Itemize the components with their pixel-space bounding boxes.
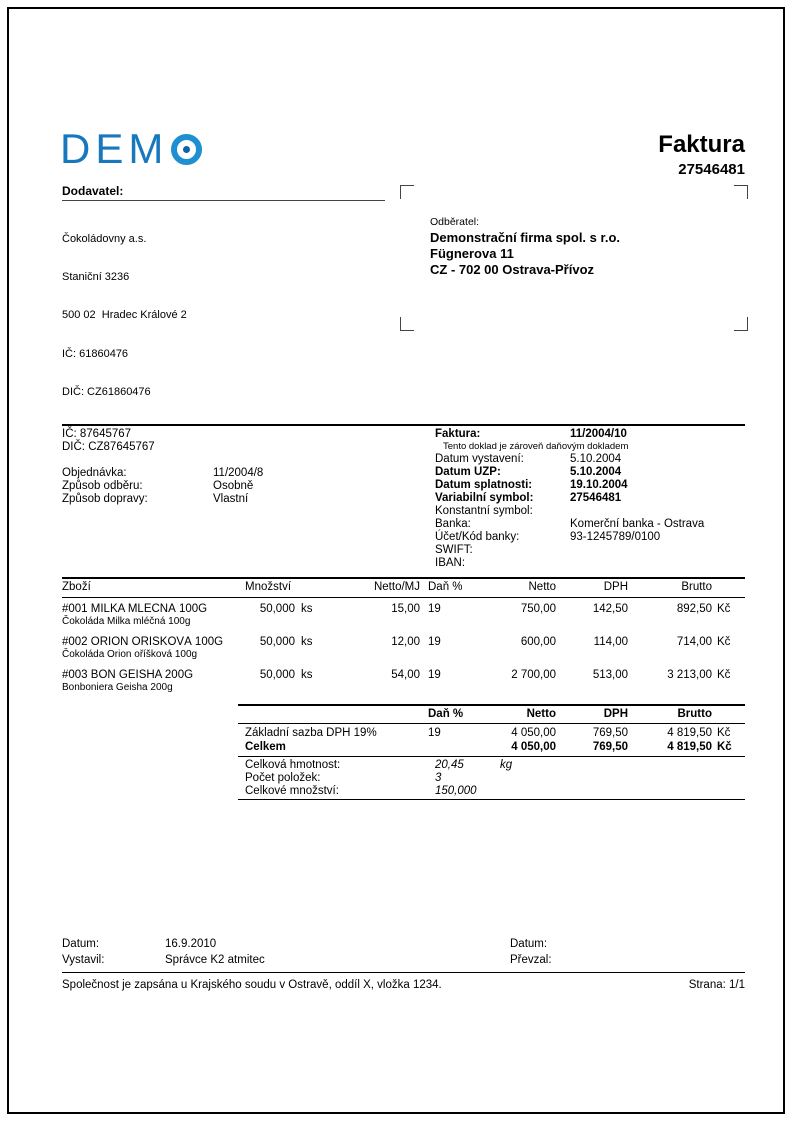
item-qty: 50,000	[259, 603, 295, 615]
company-dic: DIČ: CZ87645767	[62, 441, 155, 453]
items-table-body	[62, 603, 745, 702]
invoice-id-value: 11/2004/10	[570, 428, 627, 440]
col-header-dph: DPH	[603, 581, 628, 593]
section-divider	[62, 424, 745, 426]
supplier-address	[62, 207, 187, 412]
summary-col-dph: DPH	[603, 708, 628, 720]
supplier-name: Čokoládovny a.s.	[62, 232, 147, 245]
summary-col-brutto: Brutto	[677, 708, 712, 720]
issuer-block	[62, 937, 265, 968]
order-value: 11/2004/8	[213, 467, 264, 479]
tax-document-note: Tento doklad je zároveň daňovým dokladem	[443, 441, 629, 452]
weight-label: Celková hmotnost:	[245, 759, 341, 771]
total-quantity-value: 150,000	[435, 785, 477, 797]
col-header-netto: Netto	[528, 581, 556, 593]
address-corner-mark	[400, 317, 414, 331]
item-netto-mj: 15,00	[391, 603, 420, 615]
item-dan: 19	[428, 603, 441, 615]
items-table-header	[62, 581, 745, 593]
info-value: Komerční banka - Ostrava	[570, 518, 705, 530]
receive-date-row	[510, 937, 552, 953]
customer-name: Demonstrační firma spol. s r.o.	[430, 230, 620, 245]
total-quantity-label: Celkové množství:	[245, 785, 339, 797]
info-value: 93-1245789/0100	[570, 531, 661, 543]
order-label: Způsob dopravy:	[62, 493, 148, 505]
supplier-divider	[62, 200, 385, 201]
invoice-info	[435, 428, 704, 570]
customer-street: Fügnerova 11	[430, 246, 514, 261]
issue-date-row	[62, 937, 265, 953]
item-qty: 50,000	[259, 636, 295, 648]
vat-rate-dph: 769,50	[592, 727, 628, 739]
total-netto: 4 050,00	[511, 741, 556, 753]
item-currency: Kč	[717, 669, 731, 681]
order-row	[62, 467, 263, 480]
weight-unit: kg	[500, 759, 513, 771]
receive-date-label: Datum:	[510, 938, 548, 950]
order-label: Způsob odběru:	[62, 480, 143, 492]
item-netto: 2 700,00	[511, 669, 556, 681]
info-label: Banka:	[435, 518, 471, 530]
total-currency: Kč	[717, 741, 732, 753]
total-dph: 769,50	[592, 741, 628, 753]
issued-by-label: Vystavil:	[62, 953, 105, 966]
vat-rate-currency: Kč	[717, 727, 731, 739]
item-netto-mj: 54,00	[391, 669, 420, 681]
summary-top-line	[238, 704, 745, 706]
invoice-id-label: Faktura:	[435, 428, 481, 440]
item-dph: 513,00	[592, 669, 628, 681]
summary-col-netto: Netto	[526, 708, 556, 720]
footer-divider	[62, 972, 745, 973]
item-currency: Kč	[717, 603, 731, 615]
item-count-value: 3	[435, 772, 442, 784]
order-row	[62, 480, 263, 493]
address-corner-mark	[734, 317, 748, 331]
item-unit: ks	[301, 669, 313, 681]
item-brutto: 892,50	[676, 603, 712, 615]
item-unit: ks	[301, 636, 313, 648]
col-header-zbozi: Zboží	[62, 581, 91, 593]
invoice-info-row	[435, 492, 704, 505]
invoice-info-row	[435, 518, 704, 531]
col-header-mnozstvi: Množství	[245, 581, 292, 593]
vat-rate-row	[238, 727, 745, 739]
item-netto: 600,00	[520, 636, 556, 648]
logo-text: DEM	[60, 125, 169, 172]
invoice-info-row	[435, 544, 704, 557]
item-count-label: Počet položek:	[245, 772, 321, 784]
item-code: #002 ORION OŘÍŠKOVÁ 100G	[62, 636, 224, 648]
item-unit: ks	[301, 603, 313, 615]
order-value: Osobně	[213, 480, 254, 492]
supplier-dic: DIČ: CZ61860476	[62, 386, 151, 399]
customer-heading: Odběratel:	[430, 216, 480, 228]
invoice-info-row	[435, 466, 704, 479]
item-qty: 50,000	[259, 669, 295, 681]
item-brutto: 3 213,00	[667, 669, 712, 681]
item-dan: 19	[428, 669, 441, 681]
item-description: Čokoláda Orion oříšková 100g	[62, 649, 198, 660]
supplier-ic: IČ: 61860476	[62, 347, 129, 360]
issue-date-value: 16.9.2010	[165, 938, 217, 950]
page-indicator: Strana: 1/1	[688, 979, 745, 991]
weight-value: 20,45	[435, 759, 464, 771]
item-netto-mj: 12,00	[391, 636, 420, 648]
registration-note: Společnost je zapsána u Krajského soudu v Ostravě, oddíl X, vložka 1234.	[62, 979, 442, 991]
info-label: SWIFT:	[435, 544, 473, 556]
company-ic: IČ: 87645767	[62, 428, 132, 440]
info-label: Konstantní symbol:	[435, 505, 533, 517]
info-label: Účet/Kód banky:	[435, 531, 520, 543]
logo-dot-icon	[183, 146, 190, 153]
items-header-underline	[62, 597, 745, 598]
info-label: Datum vystavení:	[435, 453, 524, 465]
item-description: Čokoláda Milka mléčná 100g	[62, 616, 191, 627]
info-label: IBAN:	[435, 557, 466, 569]
invoice-info-row	[435, 505, 704, 518]
order-info	[62, 467, 263, 506]
info-label: Variabilní symbol:	[435, 492, 534, 504]
supplier-city: 500 02 Hradec Králové 2	[62, 309, 187, 322]
vat-rate-dan: 19	[428, 727, 441, 739]
item-row	[62, 603, 745, 627]
issued-by-value: Správce K2 atmitec	[165, 953, 265, 966]
invoice-info-row	[435, 453, 704, 466]
item-code: #001 MILKA MLÉČNÁ 100G	[62, 603, 208, 615]
item-dan: 19	[428, 636, 441, 648]
summary-col-dan: Daň %	[428, 708, 464, 720]
address-corner-mark	[400, 185, 414, 199]
logo	[60, 125, 202, 172]
invoice-id-row	[435, 428, 704, 441]
summary-header	[238, 708, 745, 720]
total-brutto: 4 819,50	[667, 741, 712, 753]
info-label: Datum splatnosti:	[435, 479, 533, 491]
info-value: 5.10.2004	[570, 466, 622, 478]
logo-circle-icon	[171, 134, 202, 165]
item-row	[62, 636, 745, 660]
issue-date-label: Datum:	[62, 938, 100, 950]
order-row	[62, 493, 263, 506]
info-value: 19.10.2004	[570, 479, 628, 491]
supplier-street: Staniční 3236	[62, 270, 130, 283]
item-dph: 142,50	[592, 603, 628, 615]
col-header-dan: Daň %	[428, 581, 463, 593]
address-corner-mark	[734, 185, 748, 199]
received-by-row	[510, 953, 552, 969]
col-header-netto-mj: Netto/MJ	[373, 581, 420, 593]
receiver-block	[510, 937, 552, 968]
supplier-heading: Dodavatel:	[62, 184, 124, 198]
order-value: Vlastní	[213, 493, 249, 505]
item-description: Bonboniera Geisha 200g	[62, 682, 173, 693]
item-netto: 750,00	[520, 603, 556, 615]
item-currency: Kč	[717, 636, 731, 648]
document-title: Faktura	[658, 131, 745, 158]
company-ids	[62, 428, 155, 454]
item-brutto: 714,00	[676, 636, 712, 648]
info-value: 27546481	[570, 492, 622, 504]
totals-bottom-line	[238, 799, 745, 800]
info-value: 5.10.2004	[570, 453, 622, 465]
invoice-number: 27546481	[678, 161, 745, 178]
received-by-label: Převzal:	[510, 953, 552, 966]
total-row	[238, 741, 745, 753]
order-label: Objednávka:	[62, 467, 127, 479]
totals-divider	[238, 756, 745, 757]
customer-city: CZ - 702 00 Ostrava-Přívoz	[430, 262, 595, 277]
vat-rate-brutto: 4 819,50	[667, 727, 712, 739]
invoice-info-row	[435, 531, 704, 544]
issued-by-row	[62, 953, 265, 969]
info-label: Datum UZP:	[435, 466, 501, 478]
invoice-info-row	[435, 479, 704, 492]
customer-address	[430, 230, 620, 278]
total-label: Celkem	[245, 741, 286, 753]
item-dph: 114,00	[593, 636, 628, 648]
vat-rate-label: Základní sazba DPH 19%	[245, 727, 377, 739]
vat-rate-netto: 4 050,00	[511, 727, 556, 739]
invoice-info-row	[435, 557, 704, 570]
item-row	[62, 669, 745, 693]
item-code: #003 BON GEISHA 200G	[62, 669, 194, 681]
col-header-brutto: Brutto	[681, 581, 712, 593]
items-table-top-line	[62, 577, 745, 579]
summary-header-underline	[238, 723, 745, 724]
